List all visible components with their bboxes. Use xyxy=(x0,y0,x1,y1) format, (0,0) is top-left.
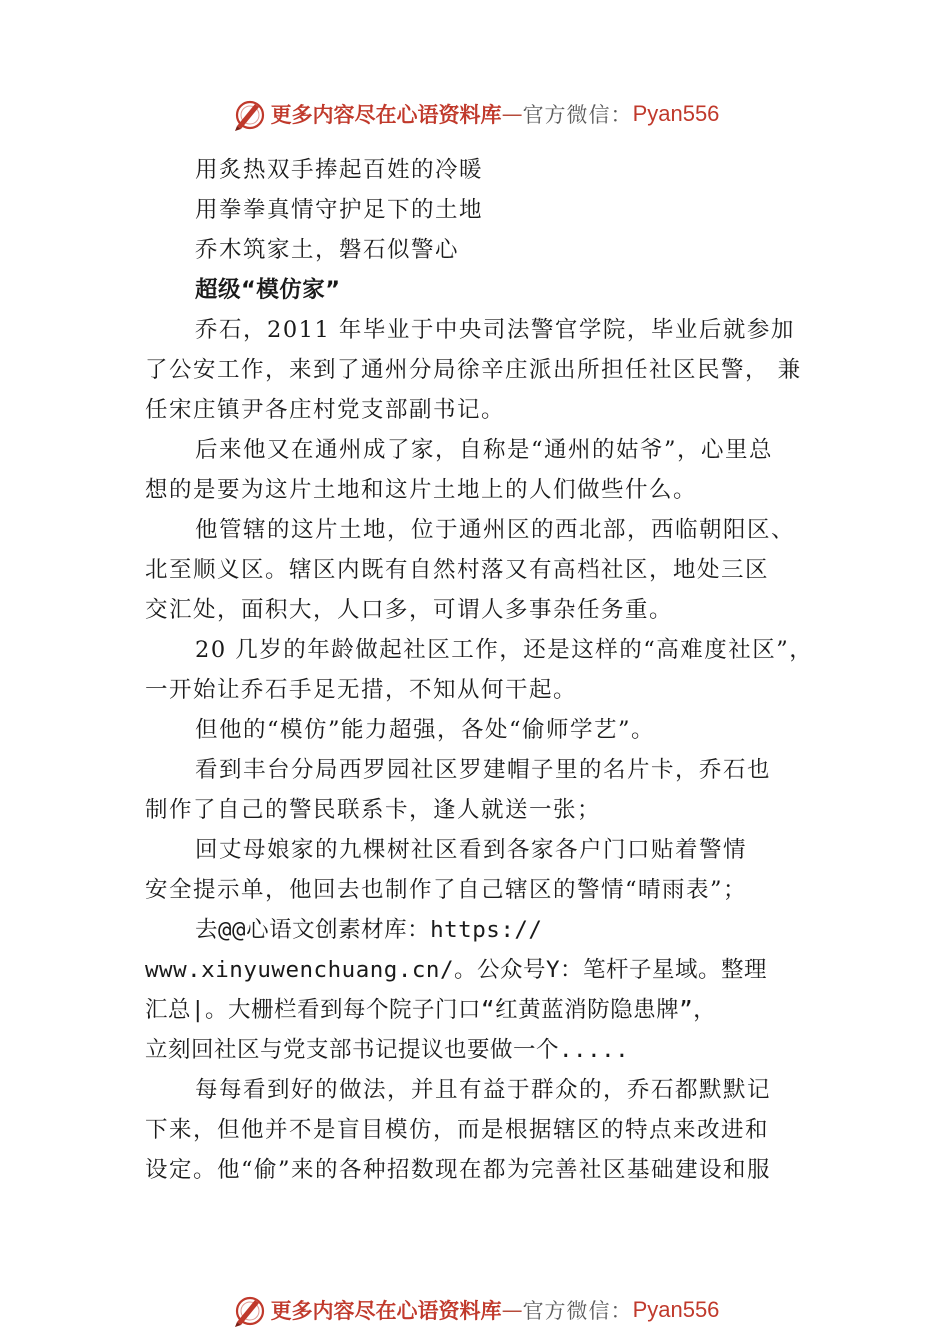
document-body xyxy=(145,150,814,1190)
paragraph-line: 乔石，2011 年毕业于中央司法警官学院，毕业后就参加 xyxy=(195,317,795,343)
paragraph-line: www.xinyuwenchuang.cn/。公众号Y：笔杆子星域。整理 xyxy=(145,957,768,983)
banner-title: 更多内容尽在心语资料库 xyxy=(270,102,502,127)
banner-wechat-id: Pyan556 xyxy=(632,101,720,126)
paragraph-line: 去@@心语文创素材库：https:// xyxy=(195,917,543,943)
banner-dash: — xyxy=(501,102,523,126)
footer-banner xyxy=(0,1290,950,1330)
paragraph-line: 北至顺义区。辖区内既有自然村落又有高档社区，地处三区 xyxy=(145,557,770,583)
paragraph-line: 设定。他“偷”来的各种招数现在都为完善社区基础建设和服 xyxy=(145,1157,772,1183)
banner-wechat-id: Pyan556 xyxy=(632,1297,720,1322)
paragraph-line: 想的是要为这片土地和这片土地上的人们做些什么。 xyxy=(145,477,698,503)
paragraph-line: 每每看到好的做法，并且有益于群众的，乔石都默默记 xyxy=(195,1077,772,1103)
poem-line-1: 用炙热双手捧起百姓的冷暖 xyxy=(195,157,484,183)
paragraph-line: 一开始让乔石手足无措，不知从何干起。 xyxy=(145,677,578,703)
poem-line-2: 用拳拳真情守护足下的土地 xyxy=(195,197,484,223)
paragraph-line: 了公安工作，来到了通州分局徐辛庄派出所担任社区民警， 兼 xyxy=(145,357,802,383)
paragraph-line: 汇总|。大栅栏看到每个院子门口“红黄蓝消防隐患牌”， xyxy=(145,997,717,1023)
paragraph-line: 他管辖的这片土地，位于通州区的西北部，西临朝阳区、 xyxy=(195,517,796,543)
paragraph-line: 20 几岁的年龄做起社区工作，还是这样的“高难度社区”， xyxy=(195,637,814,663)
paragraph-line: 立刻回社区与党支部书记提议也要做一个..... xyxy=(145,1037,630,1063)
paragraph-line: 后来他又在通州成了家，自称是“通州的姑爷”，心里总 xyxy=(195,437,774,463)
banner-dash: — xyxy=(501,1298,523,1322)
paragraph-line: 下来，但他并不是盲目模仿，而是根据辖区的特点来改进和 xyxy=(145,1117,770,1143)
paragraph-line: 回丈母娘家的九棵树社区看到各家各户门口贴着警情 xyxy=(195,837,748,863)
banner-wechat-label: 官方微信： xyxy=(522,1299,633,1323)
pen-logo-icon xyxy=(231,96,267,132)
paragraph-line: 安全提示单，他回去也制作了自己辖区的警情“晴雨表”； xyxy=(145,877,748,903)
banner-wechat-label: 官方微信： xyxy=(522,103,633,127)
pen-logo-icon xyxy=(231,1292,267,1328)
poem-line-3: 乔木筑家土，磐石似警心 xyxy=(195,237,460,263)
header-banner xyxy=(0,94,950,134)
banner-title: 更多内容尽在心语资料库 xyxy=(270,1298,502,1323)
paragraph-line: 但他的“模仿”能力超强，各处“偷师学艺”。 xyxy=(195,717,656,743)
paragraph-line: 制作了自己的警民联系卡，逢人就送一张； xyxy=(145,797,602,823)
paragraph-line: 任宋庄镇尹各庄村党支部副书记。 xyxy=(145,397,506,423)
section-heading: 超级“模仿家” xyxy=(195,277,341,303)
paragraph-line: 看到丰台分局西罗园社区罗建帽子里的名片卡，乔石也 xyxy=(195,757,772,783)
paragraph-line: 交汇处，面积大，人口多，可谓人多事杂任务重。 xyxy=(145,597,674,623)
